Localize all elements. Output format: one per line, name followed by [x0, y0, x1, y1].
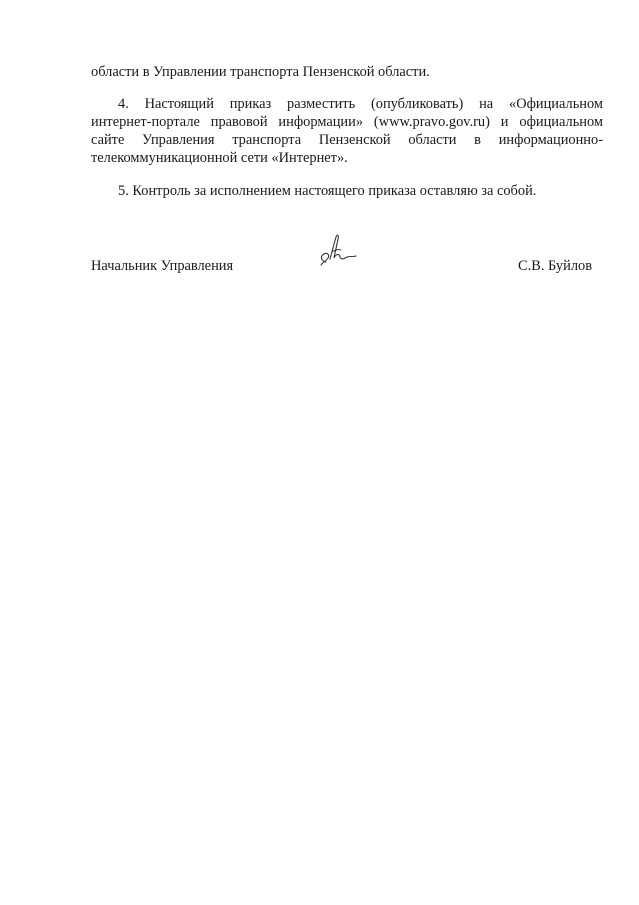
paragraph-4-line-1: 4. Настоящий приказ разместить (опубликовать) на «Официальном	[118, 96, 603, 112]
paragraph-4-line-2: интернет-портале правовой информации» (www.pravo.gov.ru) и официальном	[91, 114, 603, 130]
paragraph-3-tail: области в Управлении транспорта Пензенской области.	[91, 64, 430, 80]
signatory-name: С.В. Буйлов	[518, 258, 592, 274]
signatory-position: Начальник Управления	[91, 258, 234, 274]
handwritten-signature-icon	[312, 232, 360, 270]
paragraph-4-line-4: телекоммуникационной сети «Интернет».	[91, 150, 348, 166]
paragraph-4-line-3: сайте Управления транспорта Пензенской области в информационно-	[91, 132, 603, 148]
paragraph-5: 5. Контроль за исполнением настоящего приказа оставляю за собой.	[118, 183, 537, 199]
